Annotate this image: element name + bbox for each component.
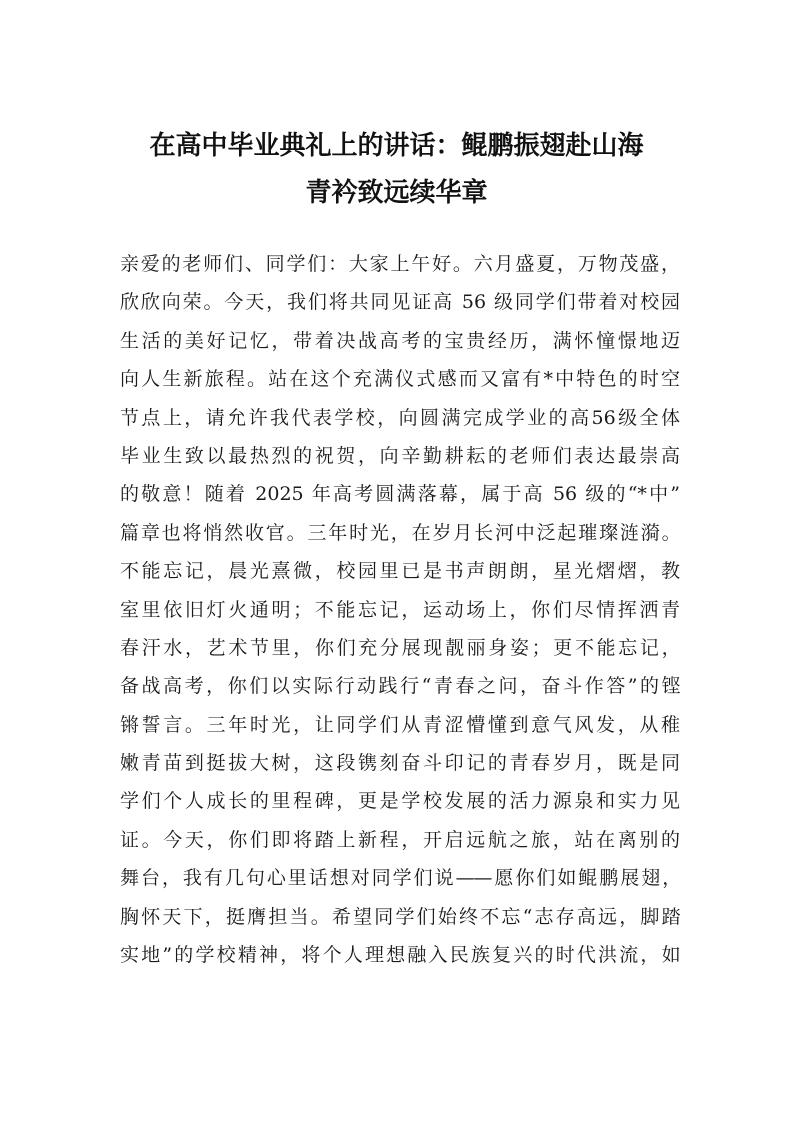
- body-line: 实地”的学校精神，将个人理想融入民族复兴的时代洪流，如: [120, 944, 680, 967]
- body-line: 的敬意！随着 2025 年高考圆满落幕，属于高 56 级的“*中”: [120, 483, 680, 506]
- document-body: [120, 245, 680, 974]
- body-line: 证。今天，你们即将踏上新程，开启远航之旅，站在离别的: [120, 828, 680, 851]
- body-line: 备战高考，你们以实际行动践行“青春之问，奋斗作答”的铿: [120, 675, 680, 698]
- body-line: 亲爱的老师们、同学们：大家上午好。六月盛夏，万物茂盛，: [120, 253, 680, 275]
- body-line: 锵誓言。三年时光，让同学们从青涩懵懂到意气风发，从稚: [120, 713, 680, 736]
- body-line: 篇章也将悄然收官。三年时光，在岁月长河中泛起璀璨涟漪。: [120, 521, 680, 544]
- body-line: 胸怀天下，挺膺担当。希望同学们始终不忘“志存高远，脚踏: [120, 905, 680, 928]
- body-line: 节点上，请允许我代表学校，向圆满完成学业的高56级全体: [120, 406, 680, 429]
- document-title-line-2: 青衿致远续华章: [305, 178, 488, 208]
- body-line: 舞台，我有几句心里话想对同学们说——愿你们如鲲鹏展翅，: [120, 867, 680, 890]
- body-line: 嫩青苗到挺拔大树，这段镌刻奋斗印记的青春岁月，既是同: [120, 752, 680, 775]
- body-line: 春汗水，艺术节里，你们充分展现靓丽身姿；更不能忘记，: [120, 636, 680, 659]
- body-line: 毕业生致以最热烈的祝贺，向辛勤耕耘的老师们表达最崇高: [120, 444, 680, 467]
- body-line: 生活的美好记忆，带着决战高考的宝贵经历，满怀憧憬地迈: [120, 329, 680, 352]
- document-title-line-1: 在高中毕业典礼上的讲话：鲲鹏振翅赴山海: [149, 131, 644, 161]
- body-line: 室里依旧灯火通明；不能忘记，运动场上，你们尽情挥洒青: [120, 598, 680, 621]
- body-line: 不能忘记，晨光熹微，校园里已是书声朗朗，星光熠熠，教: [120, 560, 680, 583]
- body-line: 欣欣向荣。今天，我们将共同见证高 56 级同学们带着对校园: [120, 291, 680, 314]
- body-line: 学们个人成长的里程碑，更是学校发展的活力源泉和实力见: [120, 790, 680, 813]
- body-line: 向人生新旅程。站在这个充满仪式感而又富有*中特色的时空: [120, 368, 680, 391]
